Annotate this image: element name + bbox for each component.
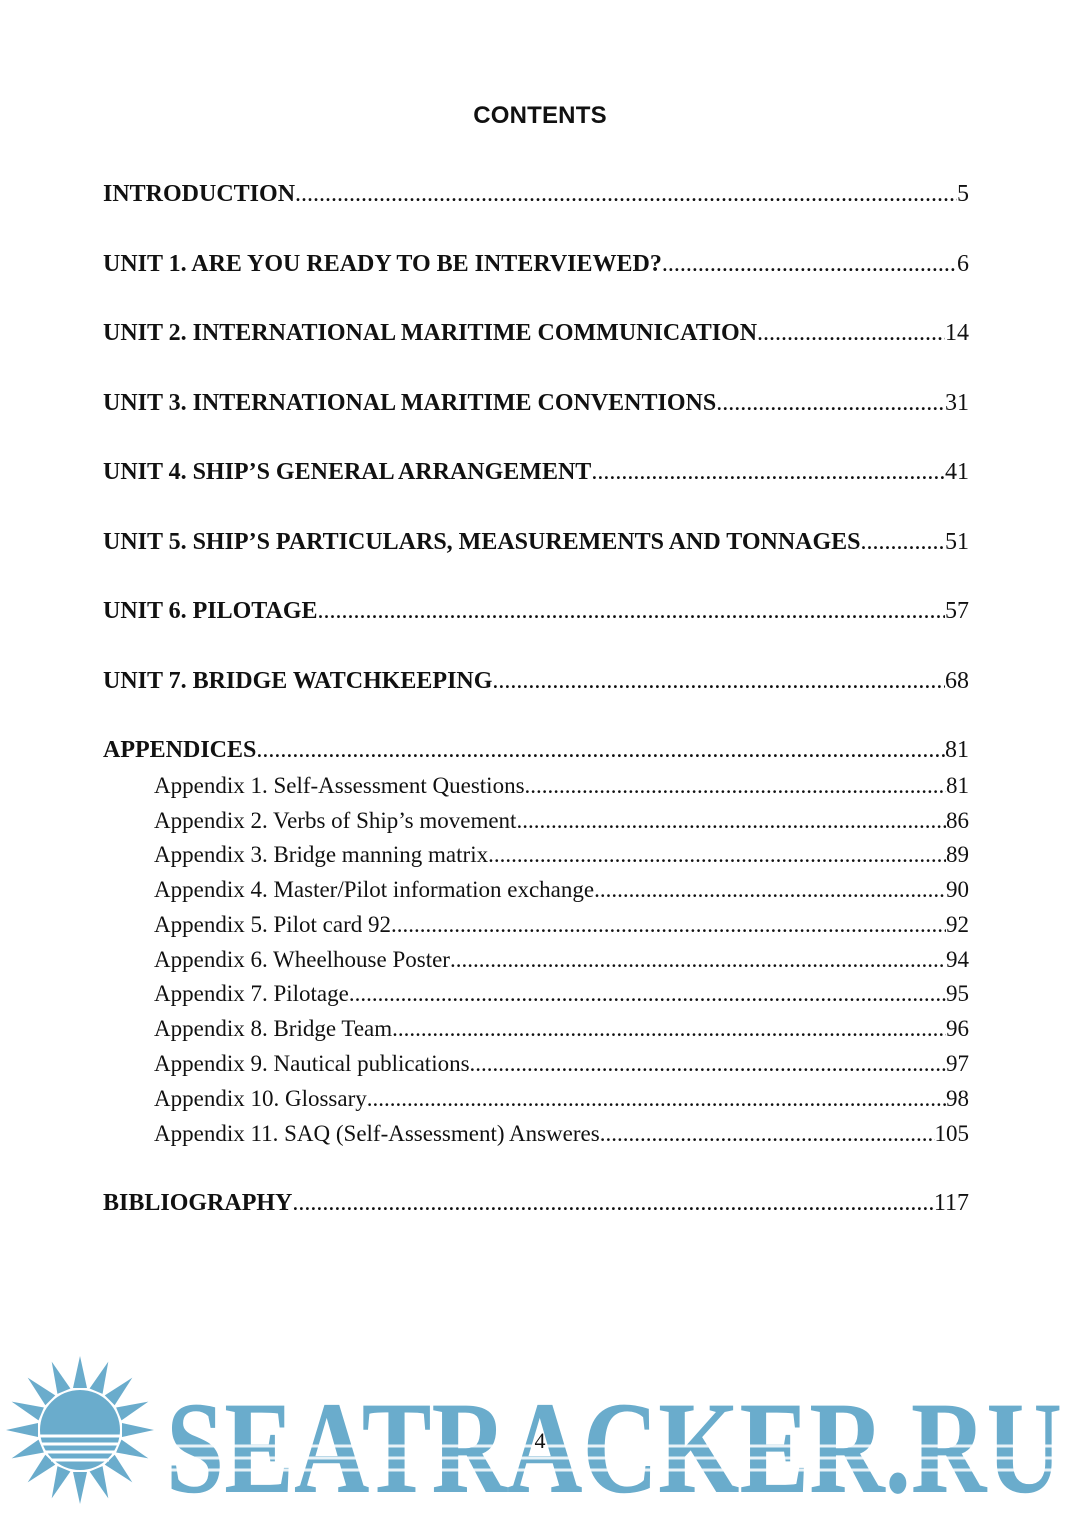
toc-page-number: 68 (945, 668, 969, 694)
toc-page-number: 57 (945, 598, 969, 624)
sun-ray (9, 1395, 44, 1420)
toc-entry-label: UNIT 4. SHIP’S GENERAL ARRANGEMENT (103, 459, 592, 485)
leader-dots (292, 1188, 934, 1218)
leader-dots (488, 840, 946, 870)
leader-dots (349, 979, 946, 1009)
sun-ray (73, 1356, 87, 1388)
toc-page-number: 97 (946, 1051, 969, 1076)
sun-ray (90, 1466, 115, 1501)
page-number: 4 (534, 1428, 546, 1453)
toc-appendix-2[interactable] (154, 806, 969, 836)
toc-appendix-10[interactable] (154, 1084, 969, 1114)
toc-entry-label: Appendix 9. Nautical publications (154, 1051, 470, 1076)
toc-appendix-11[interactable] (154, 1119, 969, 1149)
sun-ray (105, 1373, 138, 1406)
toc-page-number: 98 (946, 1086, 969, 1111)
toc-appendix-5[interactable] (154, 910, 969, 940)
toc-appendix-1[interactable] (154, 771, 969, 801)
leader-dots (525, 771, 946, 801)
toc-entry-unit-6[interactable] (103, 596, 969, 626)
sun-ray (23, 1455, 56, 1488)
toc-page-number: 14 (945, 320, 969, 346)
toc-entry-unit-2[interactable] (103, 318, 969, 348)
leader-dots (391, 910, 946, 940)
sun-ray (90, 1359, 115, 1394)
leader-dots (492, 666, 945, 696)
toc-appendix-6[interactable] (154, 945, 969, 975)
toc-entry-appendices[interactable] (103, 735, 969, 765)
toc-page-number: 96 (946, 1016, 969, 1041)
leader-dots (295, 179, 957, 209)
toc-page-number: 105 (934, 1121, 969, 1146)
toc-page-number: 5 (957, 181, 969, 207)
toc-page-number: 117 (933, 1190, 969, 1216)
toc-page-number: 51 (945, 529, 969, 555)
toc-entry-label: Appendix 4. Master/Pilot information exchange (154, 877, 595, 902)
toc-page-number: 94 (946, 947, 969, 972)
sun-ray (116, 1395, 151, 1420)
toc-entry-unit-7[interactable] (103, 666, 969, 696)
sun-ray (45, 1359, 70, 1394)
toc-entry-label: Appendix 2. Verbs of Ship’s movement (154, 808, 517, 833)
toc-page-number: 6 (957, 251, 969, 277)
leader-dots (600, 1119, 935, 1149)
toc-page-number: 90 (946, 877, 969, 902)
toc-page-number: 86 (946, 808, 969, 833)
leader-dots (318, 596, 946, 626)
toc-appendix-9[interactable] (154, 1049, 969, 1079)
toc-page-number: 95 (946, 981, 969, 1006)
toc-appendix-7[interactable] (154, 979, 969, 1009)
toc-entry-label: Appendix 11. SAQ (Self-Assessment) Answeres (154, 1121, 600, 1146)
toc-page-number: 81 (945, 737, 969, 763)
leader-dots (861, 527, 945, 557)
leader-dots (591, 457, 945, 487)
toc-entry-introduction[interactable] (103, 179, 969, 209)
toc-entry-unit-5[interactable] (103, 527, 969, 557)
sun-ray (23, 1373, 56, 1406)
toc-page-number: 92 (946, 912, 969, 937)
toc-entry-label: UNIT 6. PILOTAGE (103, 598, 318, 624)
toc-entry-label: UNIT 1. ARE YOU READY TO BE INTERVIEWED? (103, 251, 662, 277)
toc-entry-label: UNIT 7. BRIDGE WATCHKEEPING (103, 668, 493, 694)
toc-entry-bibliography[interactable] (103, 1188, 969, 1218)
contents-title: CONTENTS (473, 102, 607, 129)
leader-dots (470, 1049, 946, 1079)
toc-entry-label: INTRODUCTION (103, 181, 296, 207)
sun-ray (73, 1472, 87, 1504)
leader-dots (392, 1014, 946, 1044)
toc-entry-label: Appendix 1. Self-Assessment Questions (154, 773, 525, 798)
toc-page-number: 89 (946, 842, 969, 867)
leader-dots (516, 806, 946, 836)
toc-entry-label: APPENDICES (103, 737, 257, 763)
leader-dots (367, 1084, 946, 1114)
toc-entry-label: Appendix 8. Bridge Team (154, 1016, 393, 1041)
toc-entry-label: Appendix 10. Glossary (154, 1086, 367, 1111)
leader-dots (594, 875, 946, 905)
toc-appendix-4[interactable] (154, 875, 969, 905)
toc-entry-unit-3[interactable] (103, 388, 969, 418)
sun-ray (45, 1466, 70, 1501)
sun-ray (105, 1455, 138, 1488)
toc-page-number: 81 (946, 773, 969, 798)
toc-entry-unit-4[interactable] (103, 457, 969, 487)
toc-entry-label: UNIT 5. SHIP’S PARTICULARS, MEASUREMENTS AND TONNAGES (103, 529, 861, 555)
leader-dots (256, 735, 945, 765)
leader-dots (757, 318, 945, 348)
toc-entry-label: BIBLIOGRAPHY (103, 1190, 293, 1216)
toc-page-number: 41 (945, 459, 969, 485)
toc-appendix-8[interactable] (154, 1014, 969, 1044)
toc-entry-label: Appendix 6. Wheelhouse Poster (154, 947, 450, 972)
toc-entry-label: UNIT 2. INTERNATIONAL MARITIME COMMUNICATION (103, 320, 758, 346)
leader-dots (450, 945, 946, 975)
toc-appendix-3[interactable] (154, 840, 969, 870)
toc-entry-label: Appendix 5. Pilot card 92 (154, 912, 391, 937)
toc-entry-unit-1[interactable] (103, 249, 969, 279)
toc-entry-label: Appendix 3. Bridge manning matrix (154, 842, 489, 867)
watermark-text: SEATRACKER.RU (166, 1374, 1062, 1515)
toc-entry-label: Appendix 7. Pilotage (154, 981, 349, 1006)
leader-dots (662, 249, 957, 279)
leader-dots (716, 388, 945, 418)
toc-page-number: 31 (945, 390, 969, 416)
toc-entry-label: UNIT 3. INTERNATIONAL MARITIME CONVENTIONS (103, 390, 717, 416)
